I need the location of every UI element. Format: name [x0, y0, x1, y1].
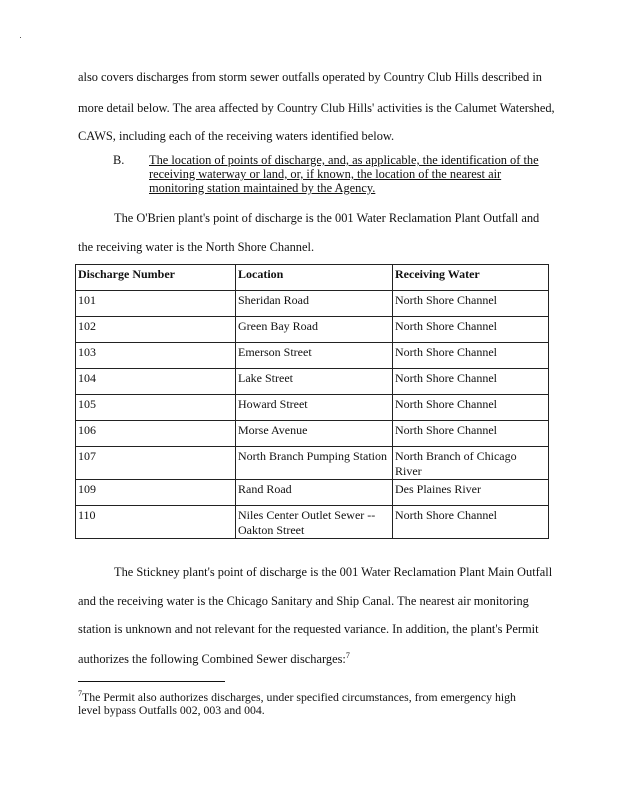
receiving-water-cell: North Shore Channel — [393, 317, 549, 343]
table-row — [76, 506, 549, 539]
paragraph-text: authorizes the following Combined Sewer discharges: — [78, 652, 346, 667]
footnote-reference: 7 — [345, 651, 350, 660]
footnote-number: 7 — [78, 689, 82, 698]
discharge-table — [75, 264, 549, 539]
discharge-number-cell: 109 — [76, 480, 236, 506]
section-heading-line: receiving waterway or land, or, if known, the location of the nearest air — [149, 167, 502, 181]
paragraph-line: CAWS, including each of the receiving waters identified below. — [78, 129, 395, 143]
receiving-water-cell: North Shore Channel — [393, 395, 549, 421]
table-header-row — [76, 265, 549, 291]
paragraph-line: The Stickney plant's point of discharge is the 001 Water Reclamation Plant Main Outfall — [114, 565, 553, 579]
table-row — [76, 369, 549, 395]
footnote-line: level bypass Outfalls 002, 003 and 004. — [78, 703, 265, 717]
paragraph-line: and the receiving water is the Chicago Sanitary and Ship Canal. The nearest air monitoring — [78, 594, 529, 608]
receiving-water-cell: North Branch of Chicago River — [393, 447, 549, 480]
location-cell: Emerson Street — [236, 343, 393, 369]
discharge-number-cell: 103 — [76, 343, 236, 369]
paragraph-line: The O'Brien plant's point of discharge is the 001 Water Reclamation Plant Outfall and — [114, 211, 540, 225]
location-cell: Howard Street — [236, 395, 393, 421]
section-label: B. — [113, 153, 125, 167]
receiving-water-cell: North Shore Channel — [393, 421, 549, 447]
table-row — [76, 447, 549, 480]
discharge-number-cell: 102 — [76, 317, 236, 343]
footnote-separator — [78, 681, 225, 682]
section-heading-line: The location of points of discharge, and, as applicable, the identification of the — [149, 153, 539, 167]
table-row — [76, 395, 549, 421]
discharge-number-cell: 104 — [76, 369, 236, 395]
receiving-water-cell: North Shore Channel — [393, 369, 549, 395]
section-heading-line: monitoring station maintained by the Agency. — [149, 181, 376, 195]
paragraph-line — [78, 651, 350, 667]
discharge-number-cell: 107 — [76, 447, 236, 480]
table-row — [76, 343, 549, 369]
paragraph-line: also covers discharges from storm sewer outfalls operated by Country Club Hills described in — [78, 70, 542, 84]
discharge-number-cell: 101 — [76, 291, 236, 317]
location-cell: North Branch Pumping Station — [236, 447, 393, 480]
location-cell: Morse Avenue — [236, 421, 393, 447]
footnote-text: The Permit also authorizes discharges, under specified circumstances, from emergency high — [82, 689, 516, 704]
table-row — [76, 291, 549, 317]
discharge-number-cell: 110 — [76, 506, 236, 539]
location-cell: Rand Road — [236, 480, 393, 506]
discharge-number-cell: 105 — [76, 395, 236, 421]
column-header: Discharge Number — [76, 265, 236, 291]
paragraph-line: more detail below. The area affected by Country Club Hills' activities is the Calumet Watershed, — [78, 101, 555, 115]
receiving-water-cell: North Shore Channel — [393, 343, 549, 369]
column-header: Receiving Water — [393, 265, 549, 291]
location-cell: Sheridan Road — [236, 291, 393, 317]
location-cell: Green Bay Road — [236, 317, 393, 343]
table-row — [76, 480, 549, 506]
paragraph-line: station is unknown and not relevant for the requested variance. In addition, the plant's Permit — [78, 622, 539, 636]
receiving-water-cell: North Shore Channel — [393, 291, 549, 317]
receiving-water-cell: Des Plaines River — [393, 480, 549, 506]
receiving-water-cell: North Shore Channel — [393, 506, 549, 539]
table-row — [76, 317, 549, 343]
location-cell: Niles Center Outlet Sewer -- Oakton Street — [236, 506, 393, 539]
paragraph-line: the receiving water is the North Shore Channel. — [78, 240, 315, 254]
location-cell: Lake Street — [236, 369, 393, 395]
table-row — [76, 421, 549, 447]
discharge-number-cell: 106 — [76, 421, 236, 447]
scan-speck — [20, 37, 21, 38]
column-header: Location — [236, 265, 393, 291]
